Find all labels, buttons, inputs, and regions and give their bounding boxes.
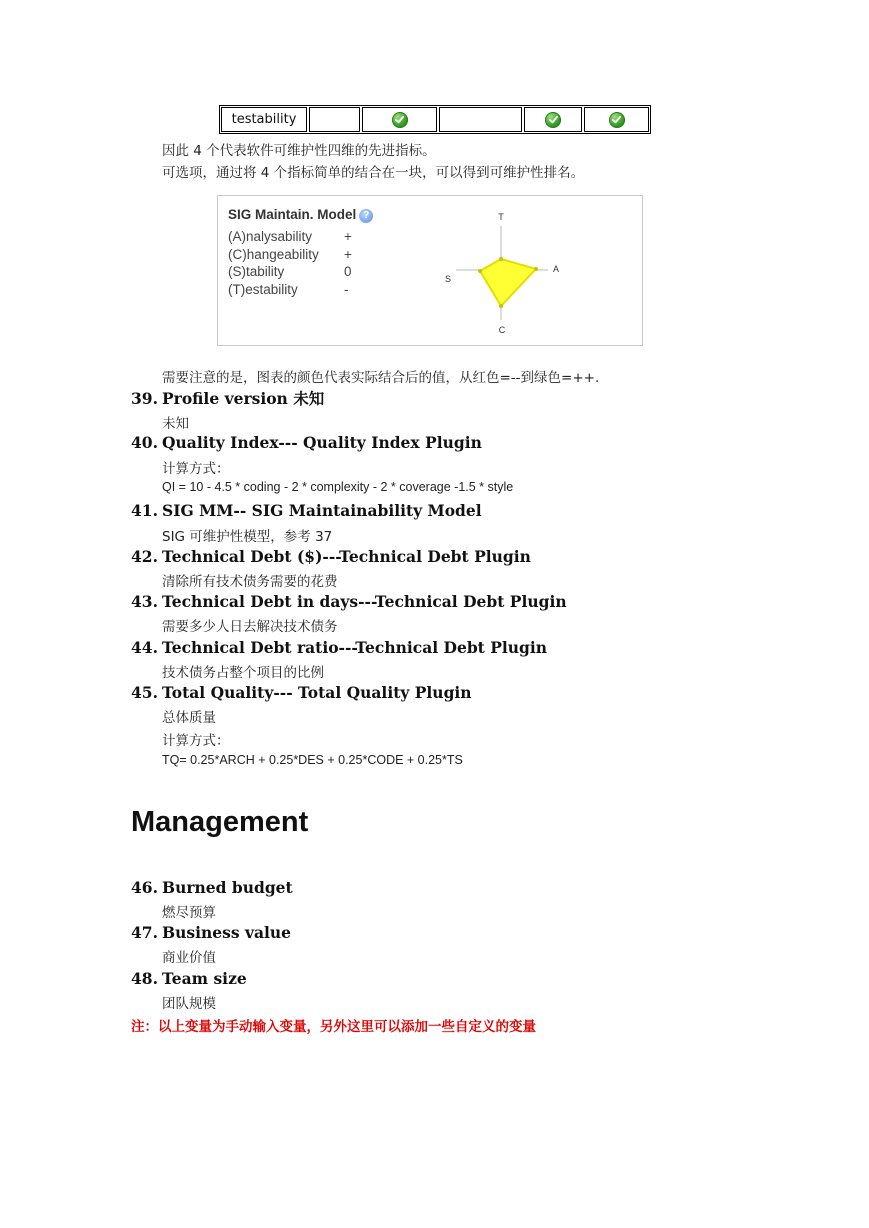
radar-label-c: C bbox=[498, 325, 506, 335]
table-label-cell: testability bbox=[221, 107, 307, 132]
check-icon bbox=[609, 112, 625, 128]
item-40-desc: 计算方式： bbox=[162, 461, 230, 477]
item-46-desc: 燃尽预算 bbox=[162, 905, 216, 921]
radar-point-c bbox=[499, 304, 503, 308]
sig-row-label: (S)tability bbox=[228, 264, 285, 279]
item-41-heading: 41. SIG MM-- SIG Maintainability Model bbox=[131, 501, 482, 520]
item-48-heading: 48. Team size bbox=[131, 969, 247, 988]
item-48-desc: 团队规模 bbox=[162, 996, 216, 1012]
sig-row-label: (C)hangeability bbox=[228, 247, 319, 262]
item-39-desc: 未知 bbox=[162, 416, 189, 432]
sig-model-panel bbox=[217, 195, 643, 346]
item-45-heading: 45. Total Quality--- Total Quality Plugin bbox=[131, 683, 472, 702]
radar-point-s bbox=[478, 269, 482, 273]
section-title-management: Management bbox=[131, 806, 309, 838]
item-47-desc: 商业价值 bbox=[162, 950, 216, 966]
sig-row-value: + bbox=[344, 229, 352, 244]
radar-label-s: S bbox=[444, 274, 452, 284]
testability-table-row bbox=[219, 105, 651, 134]
intro-line-2: 可选项，通过将 4 个指标简单的结合在一块，可以得到可维护性排名。 bbox=[162, 165, 585, 181]
item-40-heading: 40. Quality Index--- Quality Index Plugin bbox=[131, 433, 482, 452]
sig-model-title: SIG Maintain. Model ? bbox=[228, 207, 373, 223]
item-42-desc: 清除所有技术债务需要的花费 bbox=[162, 574, 338, 590]
table-cell-empty-2 bbox=[439, 107, 522, 132]
table-cell-check-1 bbox=[362, 107, 437, 132]
item-46-heading: 46. Burned budget bbox=[131, 878, 293, 897]
table-cell-check-2 bbox=[524, 107, 582, 132]
chart-note: 需要注意的是，图表的颜色代表实际结合后的值，从红色=--到绿色=++. bbox=[162, 370, 600, 386]
check-icon bbox=[392, 112, 408, 128]
item-47-heading: 47. Business value bbox=[131, 923, 292, 942]
item-42-heading: 42. Technical Debt ($)---Technical Debt Plugin bbox=[131, 547, 531, 566]
item-41-desc: SIG 可维护性模型，参考 37 bbox=[162, 529, 333, 545]
radar-point-t bbox=[499, 257, 503, 261]
item-44-desc: 技术债务占整个项目的比例 bbox=[162, 665, 324, 681]
table-cell-check-3 bbox=[584, 107, 649, 132]
table-cell-empty-1 bbox=[309, 107, 360, 132]
sig-row-value: 0 bbox=[344, 264, 352, 279]
item-45-formula: TQ= 0.25*ARCH + 0.25*DES + 0.25*CODE + 0.25*TS bbox=[162, 753, 463, 767]
item-44-heading: 44. Technical Debt ratio---Technical Debt Plugin bbox=[131, 638, 548, 657]
sig-radar-diagram bbox=[218, 196, 644, 347]
item-43-desc: 需要多少人日去解决技术债务 bbox=[162, 619, 338, 635]
sig-row-value: + bbox=[344, 247, 352, 262]
radar-point-a bbox=[534, 267, 538, 271]
intro-line-1: 因此 4 个代表软件可维护性四维的先进指标。 bbox=[162, 143, 436, 159]
help-icon[interactable]: ? bbox=[359, 209, 373, 223]
item-45-desc: 总体质量 bbox=[162, 710, 216, 726]
radar-label-t: T bbox=[498, 212, 504, 222]
radar-polygon bbox=[480, 259, 536, 306]
sig-row-value: - bbox=[344, 282, 349, 297]
item-40-formula: QI = 10 - 4.5 * coding - 2 * complexity - 2 * coverage -1.5 * style bbox=[162, 480, 514, 494]
check-icon bbox=[545, 112, 561, 128]
sig-row-label: (A)nalysability bbox=[228, 229, 313, 244]
manual-input-note: 注：以上变量为手动输入变量，另外这里可以添加一些自定义的变量 bbox=[131, 1019, 536, 1035]
item-39-heading: 39. Profile version 未知 bbox=[131, 389, 325, 408]
sig-row-label: (T)estability bbox=[228, 282, 298, 297]
radar-label-a: A bbox=[552, 264, 560, 274]
item-43-heading: 43. Technical Debt in days---Technical Debt Plugin bbox=[131, 592, 567, 611]
item-45-desc-2: 计算方式： bbox=[162, 733, 230, 749]
